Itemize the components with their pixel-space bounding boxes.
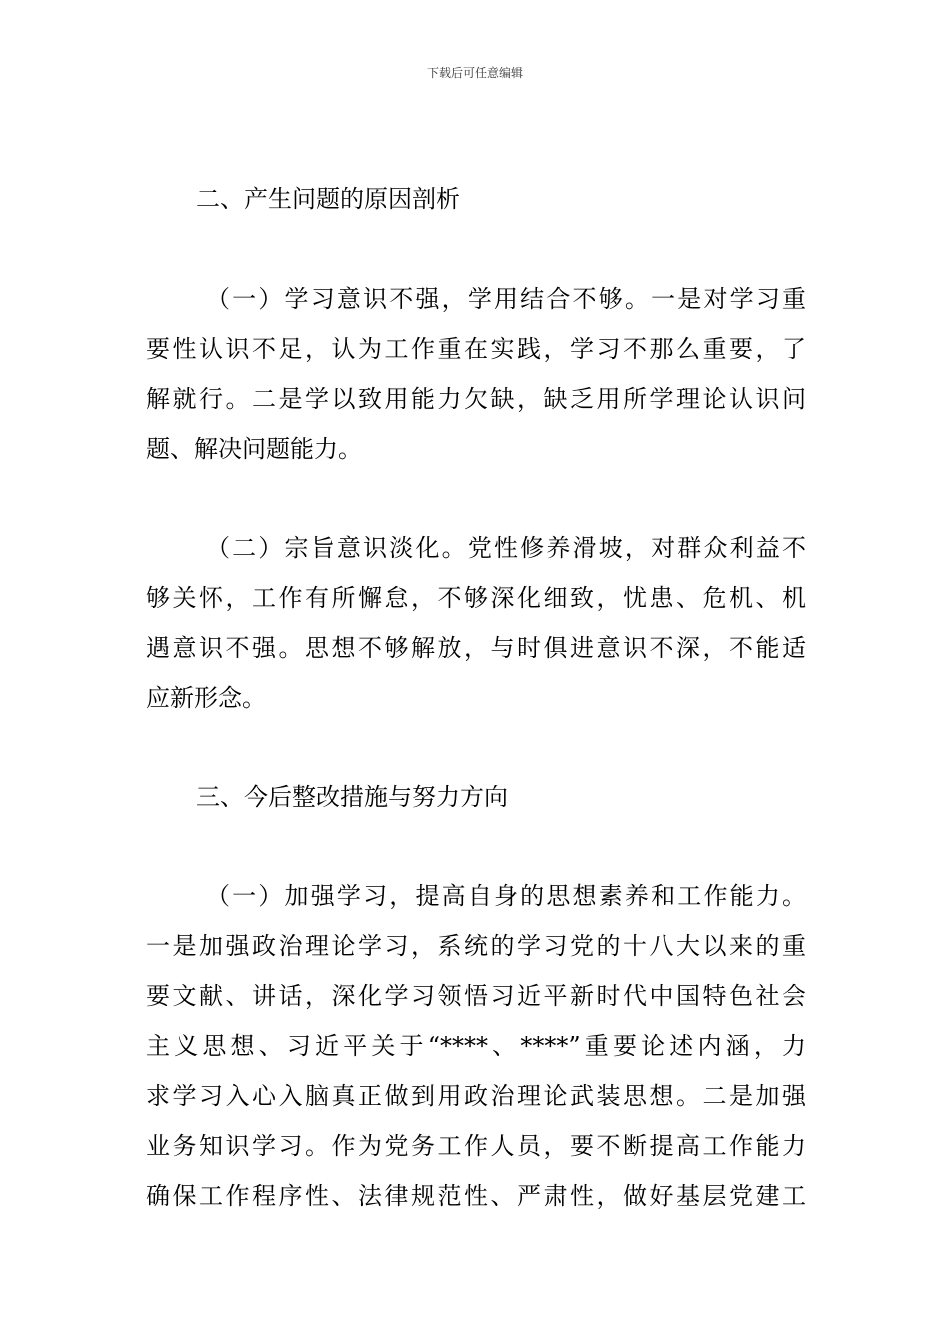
page-header-note: 下载后可任意编辑: [426, 66, 523, 80]
paragraph-line: 确保工作程序性、法律规范性、严肃性，做好基层党建工: [146, 1182, 806, 1210]
paragraph-line: 主义思想、习近平关于“****、****”重要论述内涵，力: [146, 1032, 806, 1060]
paragraph-line: 题、解决问题能力。: [146, 435, 362, 463]
paragraph-line: 遇意识不强。思想不够解放，与时俱进意识不深，不能适: [146, 634, 806, 662]
paragraph-line: 够关怀，工作有所懈怠，不够深化细致，忧患、危机、机: [146, 584, 806, 612]
paragraph-line: 应新形念。: [146, 684, 266, 712]
paragraph-line: 解就行。二是学以致用能力欠缺，缺乏用所学理论认识问: [146, 385, 806, 413]
paragraph-line: 求学习入心入脑真正做到用政治理论武装思想。二是加强: [146, 1082, 806, 1110]
paragraph-line: 业务知识学习。作为党务工作人员，要不断提高工作能力: [146, 1132, 806, 1160]
paragraph-3-1: [146, 871, 806, 1221]
section-heading-2: 二、产生问题的原因剖析: [196, 185, 460, 213]
paragraph-line: （一）加强学习，提高自身的思想素养和工作能力。: [206, 882, 806, 910]
paragraph-line: （一）学习意识不强，学用结合不够。一是对学习重: [206, 285, 806, 313]
paragraph-2-1: [146, 274, 806, 474]
paragraph-line: 一是加强政治理论学习，系统的学习党的十八大以来的重: [146, 932, 806, 960]
paragraph-line: 要性认识不足，认为工作重在实践，学习不那么重要，了: [146, 335, 806, 363]
paragraph-2-2: [146, 523, 806, 723]
paragraph-line: 要文献、讲话，深化学习领悟习近平新时代中国特色社会: [146, 982, 806, 1010]
section-heading-3: 三、今后整改措施与努力方向: [196, 783, 508, 811]
paragraph-line: （二）宗旨意识淡化。党性修养滑坡，对群众利益不: [206, 534, 806, 562]
